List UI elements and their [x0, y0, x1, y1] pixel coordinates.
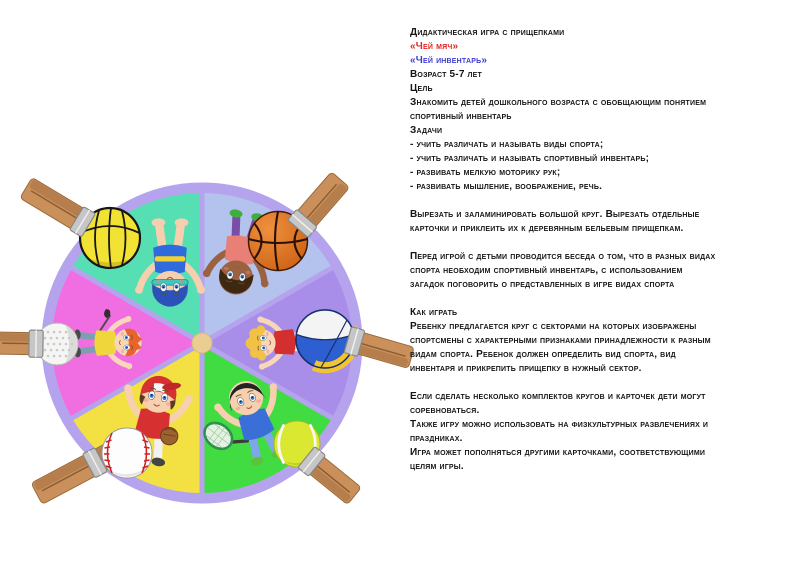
- text-line: Задачи: [410, 125, 443, 136]
- text-line: инвентаря и прикрепить прищепку в нужный сектор.: [410, 363, 642, 374]
- text-line: - учить различать и называть спортивный инвентарь;: [410, 153, 650, 164]
- text-line: Знакомить детей дошкольного возраста с обобщающим понятием: [410, 97, 707, 108]
- text-line: Возраст 5-7 лет: [410, 69, 483, 80]
- text-line: [410, 236, 800, 250]
- clothespin-clip-icon: [29, 330, 43, 357]
- text-line: карточки и приклеить их к деревянным бельевым прищепкам.: [410, 223, 684, 234]
- page-title-line: «Чей инвентарь»: [410, 55, 488, 66]
- text-line: [410, 376, 800, 390]
- page-title-line: «Чей мяч»: [410, 41, 459, 52]
- text-line: целям игры.: [410, 461, 464, 472]
- text-line: Ребенку предлагается круг с секторами на которых изображены: [410, 321, 697, 332]
- text-line: загадок поговорить о представленных в игре видах спорта: [410, 279, 675, 290]
- text-line: Если сделать несколько комплектов кругов и карточек дети могут: [410, 391, 706, 402]
- text-line: праздниках.: [410, 433, 463, 444]
- volleyball-icon[interactable]: [296, 310, 354, 368]
- text-line: Вырезать и заламинировать большой круг. Вырезать отдельные: [410, 209, 700, 220]
- text-line: Цель: [410, 83, 433, 94]
- text-line: соревноваться.: [410, 405, 480, 416]
- text-line: спортсмены с характерными признаками принадлежности к разным: [410, 335, 711, 346]
- instructions-text: [410, 26, 800, 474]
- text-line: Как играть: [410, 307, 458, 318]
- text-line: [410, 194, 800, 208]
- page-title-line: Дидактическая игра с прищепками: [410, 27, 565, 38]
- text-line: [410, 292, 800, 306]
- text-line: Также игру можно использовать на физкультурных развлечениях и: [410, 419, 709, 430]
- text-line: спорта необходим спортивный инвентарь, с использованием: [410, 265, 683, 276]
- text-line: спортивный инвентарь: [410, 111, 512, 122]
- text-line: - развивать мышление, воображение, речь.: [410, 181, 603, 192]
- text-line: Игра может пополняться другими карточками, соответствующими: [410, 447, 706, 458]
- text-line: - развивать мелкую моторику рук;: [410, 167, 561, 178]
- wheel-center: [192, 333, 212, 353]
- text-line: Перед игрой с детьми проводится беседа о том, что в разных видах: [410, 251, 716, 262]
- text-line: - учить различать и называть виды спорта;: [410, 139, 604, 150]
- text-line: видам спорта. Ребенок должен определить вид спорта, вид: [410, 349, 676, 360]
- baseball-icon[interactable]: [102, 428, 152, 478]
